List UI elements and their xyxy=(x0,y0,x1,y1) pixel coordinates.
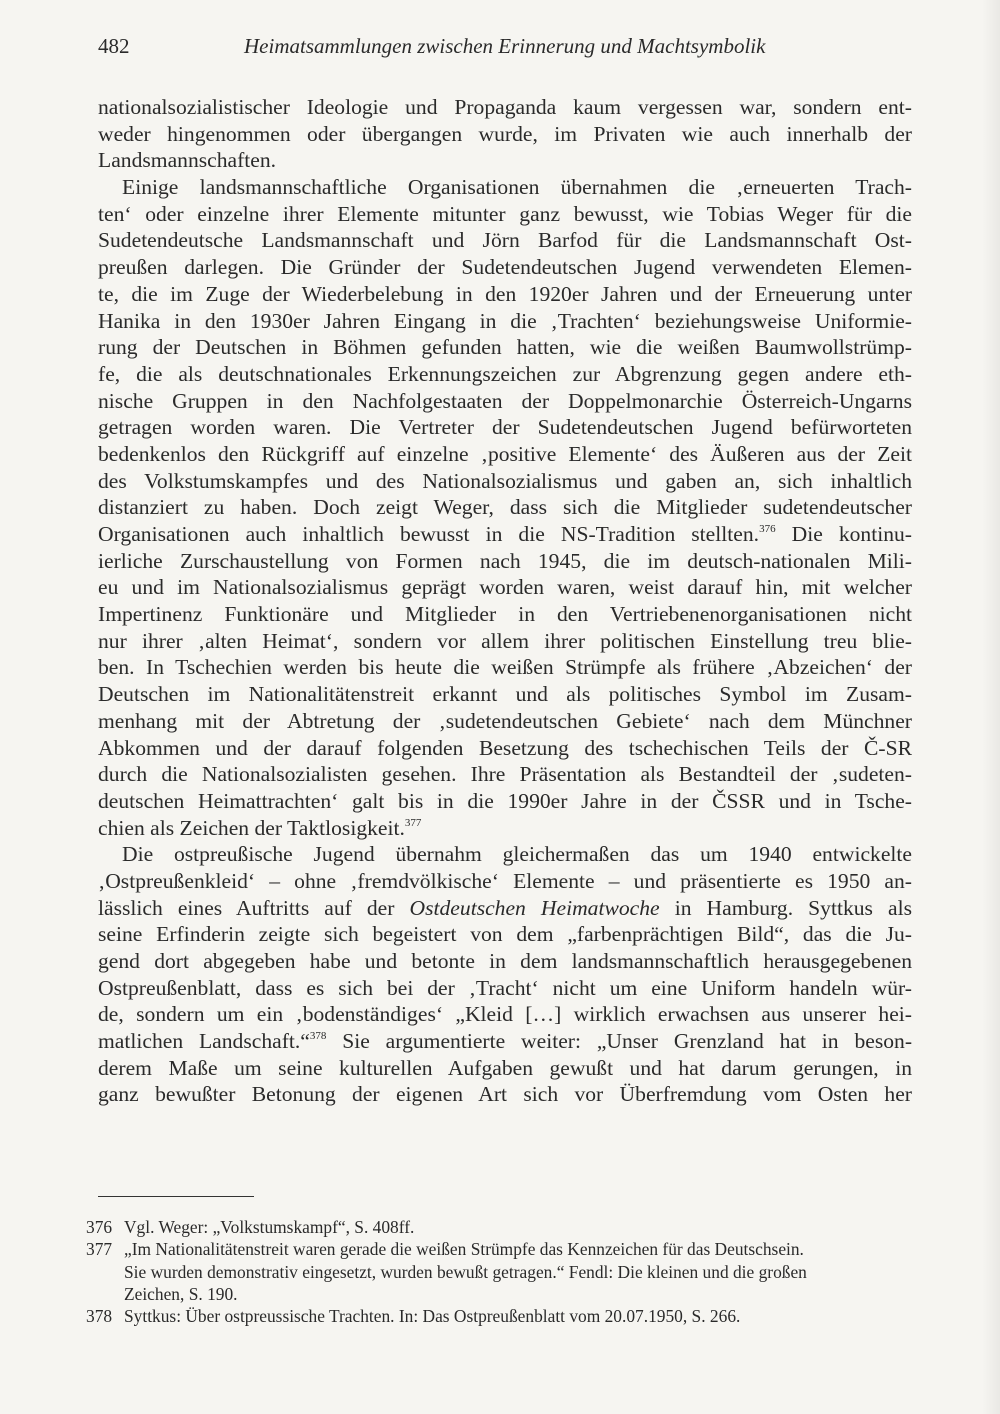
text-line: nur ihrer ‚alten Heimat‘, sondern vor allem ihrer politischen Einstellung treu blie- xyxy=(98,628,912,653)
text-line: eu und im Nationalsozialismus geprägt worden waren, weist darauf hin, mit welcher xyxy=(98,575,912,600)
footnote-number: 376 xyxy=(86,1217,113,1237)
text-line: nische Gruppen in den Nachfolgestaaten der Doppelmonarchie Österreich-Ungarns xyxy=(98,388,912,413)
text-line: weder hingenommen oder übergangen wurde, im Privaten wie auch innerhalb der xyxy=(98,121,912,146)
event-title: Ostdeutschen Heimatwoche xyxy=(409,895,660,920)
text-line: des Volkstumskampfes und des Nationalsozialismus und gaben an, sich inhaltlich xyxy=(98,468,912,493)
text-segment: Die kontinu- xyxy=(775,522,912,546)
text-line xyxy=(98,815,912,842)
text-line: Die ostpreußische Jugend übernahm gleichermaßen das um 1940 entwickelte xyxy=(122,842,912,867)
text-line: Abkommen und der darauf folgenden Besetzung des tschechischen Teils der Č-SR xyxy=(98,735,912,760)
text-line: deutschen Heimattrachten‘ galt bis in die 1990er Jahre in der ČSSR und in Tsche- xyxy=(98,788,912,813)
text-line: ‚Ostpreußenkleid‘ – ohne ‚fremdvölkische‘ Elemente – und präsentierte es 1950 an- xyxy=(98,868,912,893)
footnote-ref-378[interactable]: 378 xyxy=(309,1030,327,1043)
text-line: Sudetendeutsche Landsmannschaft und Jörn Barfod für die Landsmannschaft Ost- xyxy=(98,228,912,253)
text-line: fe, die als deutschnationales Erkennungszeichen zur Abgrenzung gegen andere eth- xyxy=(98,361,912,386)
text-segment: Organisationen auch inhaltlich bewusst in die NS-Tradition stellten. xyxy=(98,522,760,546)
text-line: durch die Nationalsozialisten gesehen. Ihre Präsentation als Bestandteil der ‚sudeten- xyxy=(98,762,912,787)
footnote-text: Vgl. Weger: „Volkstumskampf“, S. 408ff. xyxy=(124,1217,415,1237)
text-line: distanziert zu haben. Doch zeigt Weger, dass sich die Mitglieder sudetendeutscher xyxy=(98,495,912,520)
footnote-divider xyxy=(98,1196,254,1197)
text-line: Deutschen im Nationalitätenstreit erkannt und als politisches Symbol im Zusam- xyxy=(98,682,912,707)
footnote-text: Syttkus: Über ostpreussische Trachten. In: Das Ostpreußenblatt vom 20.07.1950, S. 266. xyxy=(124,1306,741,1327)
text-segment: in Hamburg. Syttkus als xyxy=(659,895,912,920)
text-line: ganz bewußter Betonung der eigenen Art sich vor Überfremdung vom Osten her xyxy=(98,1082,912,1107)
footnote-number: 378 xyxy=(86,1306,113,1327)
footnote-ref-376[interactable]: 376 xyxy=(759,523,776,535)
text-line: Ostpreußenblatt, dass es sich bei der ‚Tracht‘ nicht um eine Uniform handeln wür- xyxy=(98,975,912,1000)
text-segment: matlichen Landschaft.“ xyxy=(98,1029,310,1054)
main-text xyxy=(98,94,912,1108)
text-line: rung der Deutschen in Böhmen gefunden hatten, wie die weißen Baumwollstrümp- xyxy=(98,335,912,360)
text-segment: Sie argumentierte weiter: „Unser Grenzland hat in beson- xyxy=(326,1029,913,1054)
text-line: derem Maße um seine kulturellen Aufgaben gewußt und hat darum gerungen, in xyxy=(98,1055,912,1080)
footnote-ref-377[interactable]: 377 xyxy=(404,816,422,829)
text-line: Hanika in den 1930er Jahren Eingang in die ‚Trachten‘ beziehungsweise Uniformie- xyxy=(98,308,912,333)
running-title: Heimatsammlungen zwischen Erinnerung und Machtsymbolik xyxy=(244,34,766,58)
text-line: nationalsozialistischer Ideologie und Propaganda kaum vergessen war, sondern ent- xyxy=(98,95,912,119)
text-segment: chien als Zeichen der Taktlosigkeit. xyxy=(98,815,405,840)
text-line: ben. In Tschechien werden bis heute die weißen Strümpfe als frühere ‚Abzeichen‘ der xyxy=(98,655,912,680)
text-line xyxy=(98,895,912,922)
text-line: preußen darlegen. Die Gründer der Sudetendeutschen Jugend verwendeten Elemen- xyxy=(98,255,912,280)
footnotes xyxy=(86,1216,912,1327)
footnote-376 xyxy=(86,1216,912,1238)
footnote-text: „Im Nationalitätenstreit waren gerade die weißen Strümpfe das Kennzeichen für das Deutschsein. xyxy=(124,1239,804,1260)
footnote-text: Zeichen, S. 190. xyxy=(124,1283,238,1304)
text-line: gend dort abgegeben habe und betonte in dem landsmannschaftlich herausgegebenen xyxy=(98,949,912,973)
text-line: seine Erfinderin zeigte sich begeistert von dem „farbenprächtigen Bild“, das die Ju- xyxy=(98,922,912,947)
footnote-number: 377 xyxy=(86,1239,113,1260)
text-line: getragen worden waren. Die Vertreter der Sudetendeutschen Jugend befürworteten xyxy=(98,415,912,440)
text-line: menhang mit der Abtretung der ‚sudetendeutschen Gebiete‘ nach dem Münchner xyxy=(98,708,912,733)
running-head xyxy=(98,34,910,64)
text-line: ten‘ oder einzelne ihrer Elemente mitunter ganz bewusst, wie Tobias Weger für die xyxy=(98,201,912,226)
text-line: Einige landsmannschaftliche Organisationen übernahmen die ‚erneuerten Trach- xyxy=(122,175,912,200)
footnote-378 xyxy=(86,1305,912,1327)
text-line xyxy=(98,521,912,548)
text-line: Impertinenz Funktionäre und Mitglieder in den Vertriebenenorganisationen nicht xyxy=(98,602,912,627)
text-line: ierliche Zurschaustellung von Formen nach 1945, die im deutsch-nationalen Mili- xyxy=(98,548,912,573)
footnote-text: Sie wurden demonstrativ eingesetzt, wurden bewußt getragen.“ Fendl: Die kleinen und die großen xyxy=(124,1261,807,1282)
text-segment: lässlich eines Auftritts auf der xyxy=(98,895,410,920)
text-line xyxy=(98,1028,912,1055)
text-line: Landsmannschaften. xyxy=(98,148,277,173)
text-line: te, die im Zuge der Wiederbelebung in den 1920er Jahren und der Erneuerung unter xyxy=(98,281,912,306)
text-line: de, sondern um ein ‚bodenständiges‘ „Kleid […] wirklich erwachsen aus unserer hei- xyxy=(98,1002,912,1027)
page-number: 482 xyxy=(98,34,130,58)
page-edge-shadow xyxy=(982,0,1000,1414)
footnote-377 xyxy=(86,1238,912,1305)
text-line: bedenkenlos den Rückgriff auf einzelne ‚positive Elemente‘ des Äußeren aus der Zeit xyxy=(98,441,912,466)
